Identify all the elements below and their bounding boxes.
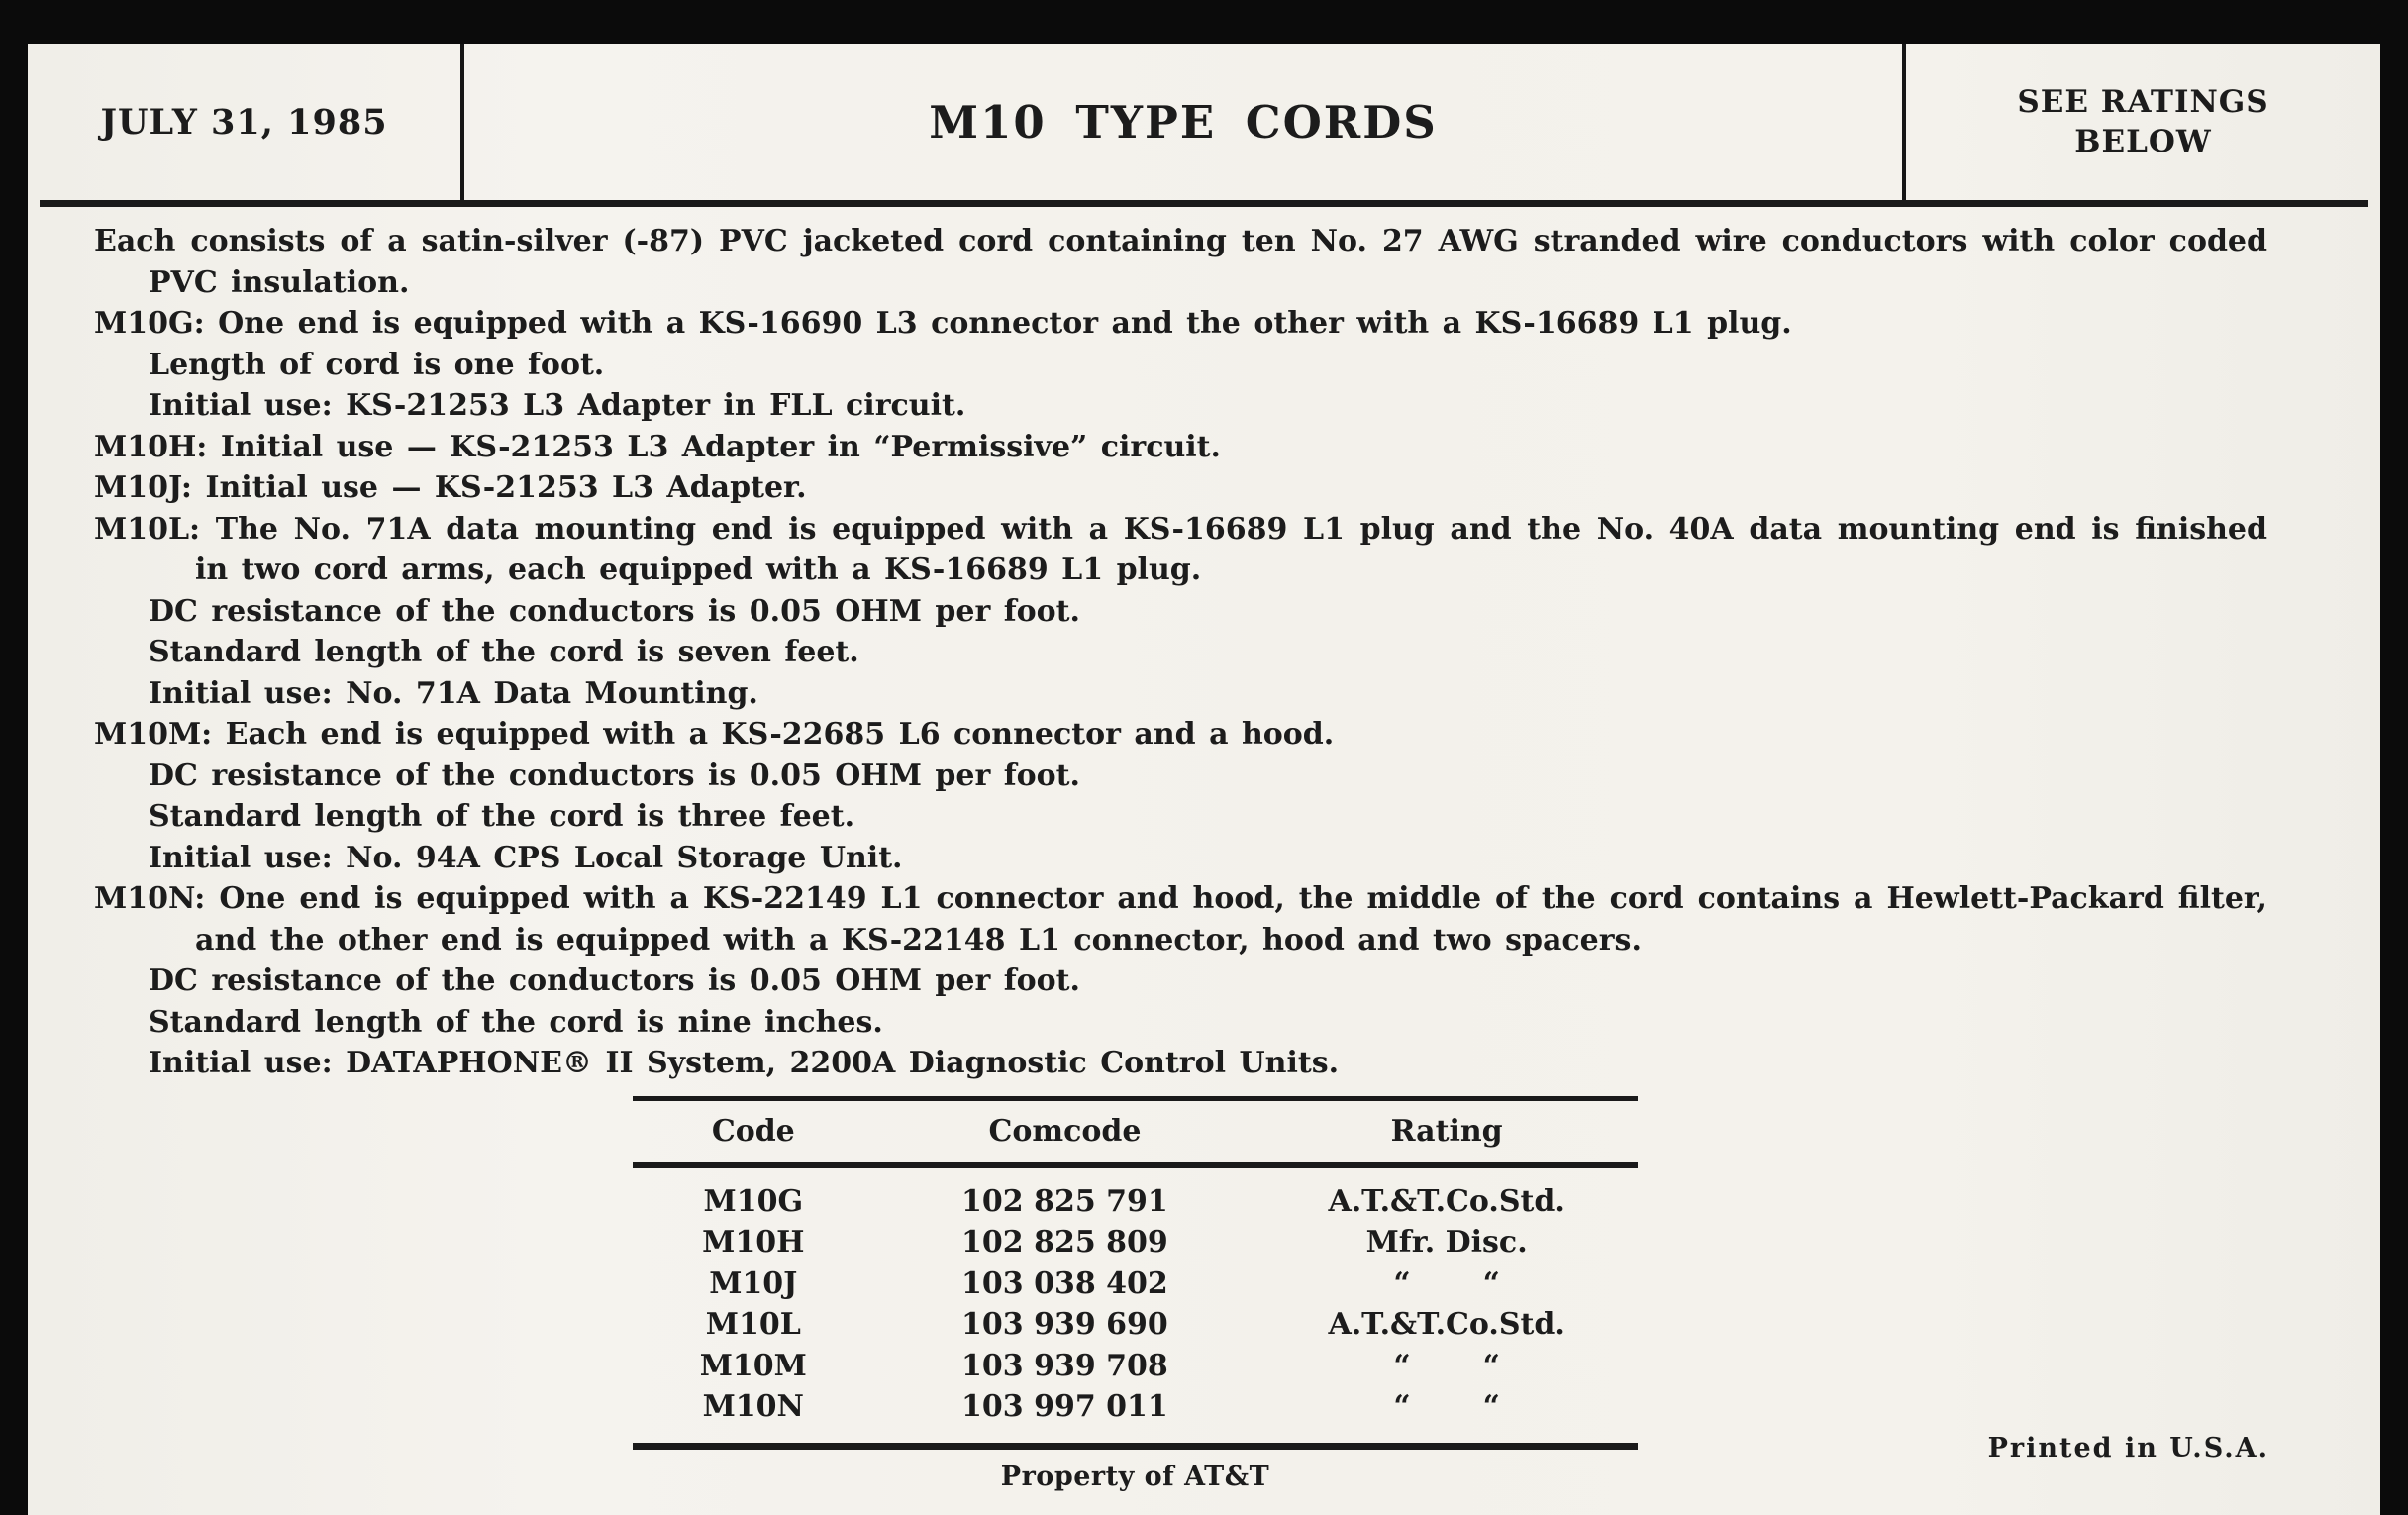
body-line: Standard length of the cord is nine inches.: [149, 1004, 883, 1040]
body-line: Initial use: No. 94A CPS Local Storage Unit.: [149, 840, 903, 875]
page-title: M10 TYPE CORDS: [460, 44, 1906, 200]
printed-in-usa: Printed in U.S.A.: [1987, 1433, 2269, 1464]
ratings-note-line2: BELOW: [2074, 124, 2212, 159]
table-header-code: Code: [711, 1114, 795, 1149]
table-header-rating: Rating: [1390, 1114, 1503, 1149]
table-rule-bottom: [633, 1443, 1638, 1450]
table-cell-comcode: 103 997 011: [961, 1389, 1168, 1424]
table-cell-comcode: 103 038 402: [961, 1265, 1168, 1301]
body-line: in two cord arms, each equipped with a KS-16689 L1 plug.: [195, 553, 1202, 587]
body-line: Initial use: No. 71A Data Mounting.: [149, 675, 758, 711]
body-line: Initial use: KS-21253 L3 Adapter in FLL circuit.: [149, 388, 966, 423]
table-row: [633, 1263, 1638, 1305]
table-row: [633, 1346, 1638, 1387]
table-header-comcode: Comcode: [988, 1114, 1142, 1149]
table-cell-code: M10H: [702, 1225, 805, 1260]
table-cell-rating: “ “: [1393, 1389, 1500, 1424]
header-rule: [40, 200, 2368, 207]
table-row: [633, 1386, 1638, 1428]
table-cell-code: M10N: [702, 1389, 804, 1424]
table-cell-code: M10M: [699, 1348, 807, 1383]
table-cell-comcode: 103 939 690: [961, 1307, 1168, 1342]
table-row: [633, 1304, 1638, 1346]
table-cell-rating: “ “: [1393, 1265, 1500, 1301]
table-row: [633, 1222, 1638, 1263]
body-line: Standard length of the cord is seven feet.: [149, 635, 859, 669]
body-line: Standard length of the cord is three feet.: [149, 799, 855, 834]
body-line: M10M: Each end is equipped with a KS-22685 L6 connector and a hood.: [94, 717, 1335, 752]
body-line: M10H: Initial use — KS-21253 L3 Adapter in “Permissive” circuit.: [94, 429, 1221, 464]
body-line: M10L: The No. 71A data mounting end is equipped with a KS-16689 L1 plug and the No. 40A data mounting end is finished: [94, 511, 2267, 547]
table-cell-rating: Mfr. Disc.: [1365, 1225, 1528, 1260]
table-header-row: [633, 1101, 1638, 1162]
body-line: M10J: Initial use — KS-21253 L3 Adapter.: [94, 470, 807, 505]
ratings-note-line1: SEE RATINGS: [2017, 83, 2269, 120]
body-line: DC resistance of the conductors is 0.05 OHM per foot.: [149, 593, 1080, 629]
table-cell-code: M10L: [705, 1307, 801, 1342]
table-rows: [633, 1168, 1638, 1443]
body-line: Each consists of a satin-silver (-87) PVC jacketed cord containing ten No. 27 AWG stranded wire conductors with color coded: [94, 224, 2267, 258]
table-row: [633, 1181, 1638, 1223]
table-cell-rating: A.T.&T.Co.Std.: [1328, 1307, 1565, 1342]
body-lines: [28, 207, 2380, 1084]
table-cell-comcode: 103 939 708: [961, 1348, 1168, 1383]
body-line: DC resistance of the conductors is 0.05 OHM per foot.: [149, 758, 1080, 793]
document-page: [28, 44, 2380, 1515]
body-line: Length of cord is one foot.: [149, 347, 605, 382]
table-cell-comcode: 102 825 791: [961, 1183, 1168, 1219]
header-ratings-note: [1906, 44, 2380, 200]
table-cell-code: M10G: [703, 1183, 804, 1219]
document-header: [28, 44, 2380, 200]
body-line: PVC insulation.: [149, 264, 410, 300]
body-line: M10G: One end is equipped with a KS-16690 L3 connector and the other with a KS-16689 L1 plug.: [94, 306, 1792, 341]
table-cell-comcode: 102 825 809: [961, 1225, 1168, 1260]
table-cell-code: M10J: [709, 1265, 798, 1301]
property-notice: Property of AT&T: [1000, 1461, 1270, 1492]
body-line: DC resistance of the conductors is 0.05 OHM per foot.: [149, 963, 1080, 998]
body-line: Initial use: DATAPHONE® II System, 2200A Diagnostic Control Units.: [149, 1046, 1340, 1080]
header-date: JULY 31, 1985: [100, 101, 388, 143]
table-cell-rating: “ “: [1393, 1348, 1500, 1383]
body-line: M10N: One end is equipped with a KS-22149 L1 connector and hood, the middle of the cord contains a Hewlett-Packard filter,: [94, 881, 2267, 916]
table-cell-rating: A.T.&T.Co.Std.: [1328, 1183, 1565, 1219]
ratings-table: [633, 1096, 1638, 1492]
body-line: and the other end is equipped with a KS-22148 L1 connector, hood and two spacers.: [195, 922, 1642, 958]
